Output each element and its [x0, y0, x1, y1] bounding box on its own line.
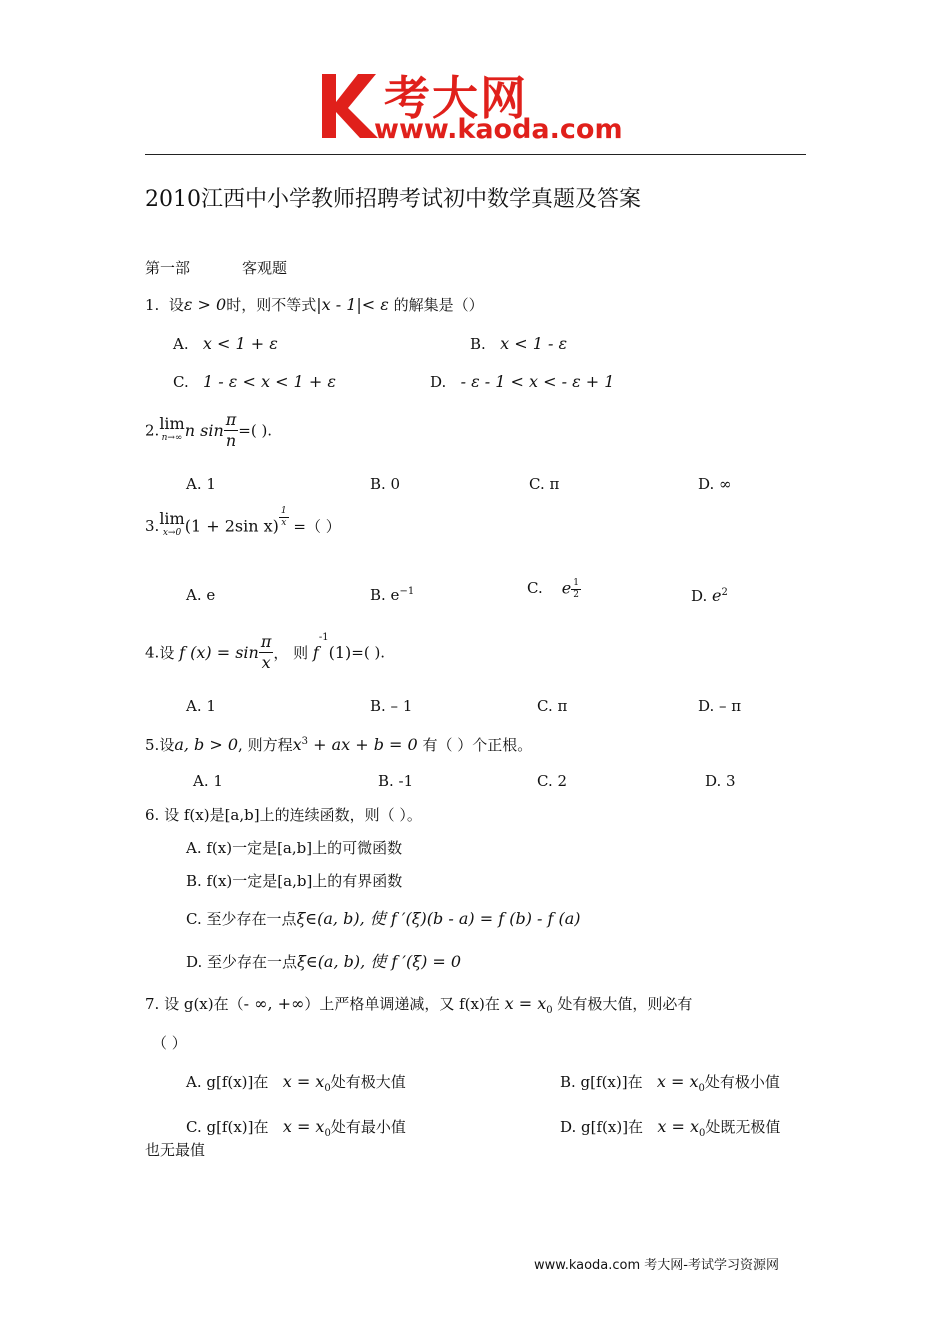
page-title: 2010江西中小学教师招聘考试初中数学真题及答案: [145, 187, 641, 212]
q6-option-a: A. f(x)一定是[a,b]上的可微函数: [186, 839, 403, 857]
q5-option-b: B. -1: [378, 772, 414, 790]
q2-option-c: C. π: [529, 475, 560, 493]
footer-text: www.kaoda.com 考大网-考试学习资源网: [534, 1258, 779, 1273]
q6-option-d: D. 至少存在一点ξ∈(a, b), 使 f ′(ξ) = 0: [186, 952, 462, 971]
q7-option-d: D. g[f(x)]在 $x = x_0$处既无极值: [560, 1117, 781, 1139]
q2-option-d: D. ∞: [698, 475, 732, 493]
q7-option-c: C. g[f(x)]在 $x = x_0$处有最小值: [186, 1117, 406, 1139]
q7-option-d-continued: 也无最值: [145, 1141, 206, 1159]
kaoda-logo-k-icon: [318, 72, 380, 140]
q5-option-a: A. 1: [193, 772, 223, 790]
logo-brand-name: 考大网: [384, 71, 528, 125]
q2-option-b: B. 0: [370, 475, 401, 493]
q6-option-b: B. f(x)一定是[a,b]上的有界函数: [186, 872, 403, 890]
q5-option-c: C. 2: [537, 772, 568, 790]
q3-option-b: B. $e^{-1}$: [370, 586, 415, 604]
q3-option-a: A. e: [186, 586, 216, 604]
q1-option-b: B. x < 1 - ε: [470, 334, 568, 353]
question-7: 7. 设 g(x)在（- ∞, +∞）上严格单调递减，又 f(x)在 $x = x_0$ 处有极大值，则必有: [145, 994, 693, 1016]
q5-option-d: D. 3: [705, 772, 736, 790]
q4-option-c: C. π: [537, 697, 568, 715]
q7-option-a: A. g[f(x)]在 $x = x_0$处有极大值: [186, 1072, 406, 1094]
question-3: 3. lim x→0 (1 + 2sin x) $\frac{1}{x}$ =（ ）: [145, 506, 341, 538]
q4-option-b: B. – 1: [370, 697, 413, 715]
q3-option-d: D. $e^2$: [691, 586, 728, 605]
section-name: 客观题: [242, 259, 288, 277]
question-2: 2. lim n→∞ n sin $\frac{\pi}{n}$ =( ).: [145, 410, 273, 450]
q3-option-c: C. e $\frac{1}{2}$: [527, 578, 579, 600]
q7-answer-parens: （ ）: [152, 1034, 187, 1052]
question-5: 5.设a, b > 0, 则方程$x^3$ + ax + b = 0 有（ ）个正根。: [145, 735, 533, 754]
q1-option-c: C. 1 - ε < x < 1 + ε: [173, 372, 336, 391]
question-6: 6. 设 f(x)是[a,b]上的连续函数，则（ ）。: [145, 806, 422, 824]
q6-option-c: C. 至少存在一点ξ∈(a, b), 使 f ′(ξ)(b - a) = f (b) - f (a): [186, 909, 581, 928]
q1-option-d: D. - ε - 1 < x < - ε + 1: [430, 372, 615, 391]
question-4: 4.设 f (x) = sin $\frac{\pi}{x}$ ， 则 $f^{-1}(1)=$( ).: [145, 632, 386, 672]
question-1: 1. 设ε > 0时，则不等式|x - 1|< ε 的解集是（）: [145, 295, 484, 314]
q2-option-a: A. 1: [186, 475, 216, 493]
logo-url: www.kaoda.com: [374, 114, 623, 145]
q1-option-a: A. x < 1 + ε: [173, 334, 278, 353]
section-part: 第一部: [145, 259, 191, 277]
q4-option-a: A. 1: [186, 697, 216, 715]
q7-option-b: B. g[f(x)]在 $x = x_0$处有极小值: [560, 1072, 780, 1094]
q4-option-d: D. – π: [698, 697, 742, 715]
header-divider: [145, 154, 806, 155]
